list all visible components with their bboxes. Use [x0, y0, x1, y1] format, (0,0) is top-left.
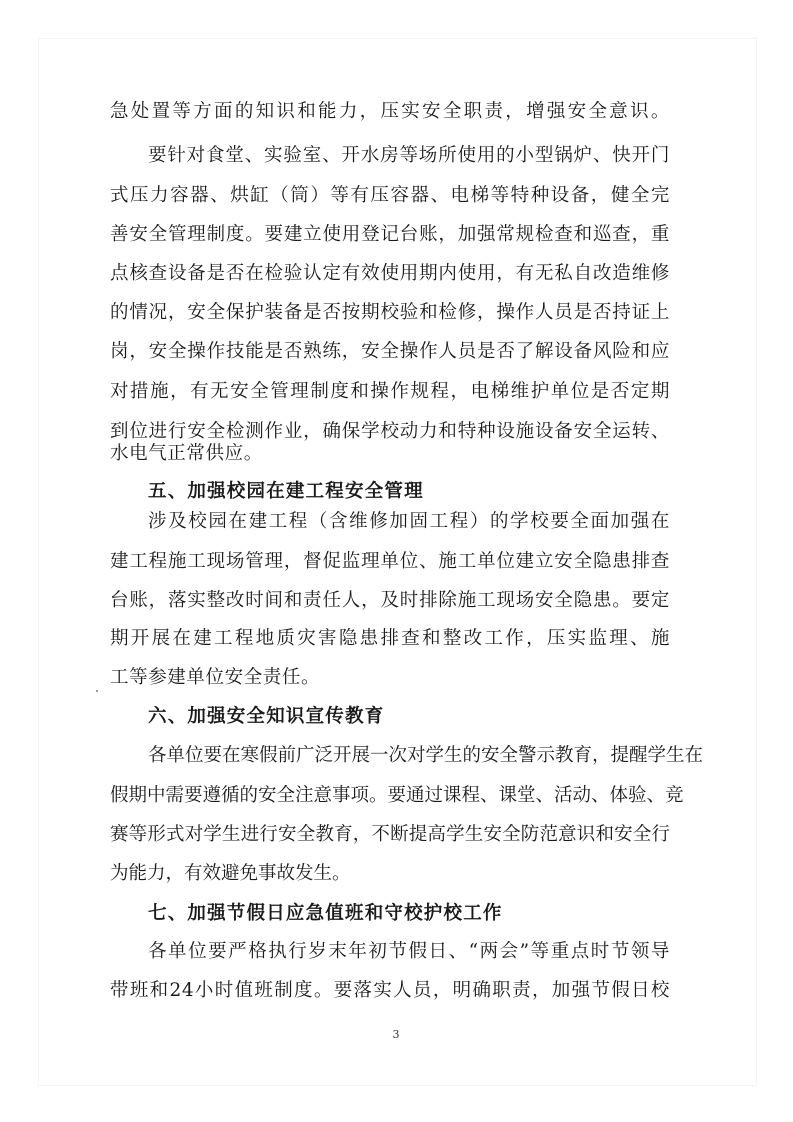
- text-line-3: 式压力容器、烘缸（筒）等有压容器、电梯等特种设备，健全完: [110, 185, 670, 206]
- text-line-23: 各单位要严格执行岁末年初节假日、“两会”等重点时节领导: [148, 941, 670, 962]
- text-line-9: 到位进行安全检测作业，确保学校动力和特种设施设备安全运转、: [110, 421, 670, 442]
- page-number: 3: [392, 1028, 400, 1041]
- text-line-8: 对措施，有无安全管理制度和操作规程，电梯维护单位是否定期: [110, 381, 670, 402]
- text-line-16: 工等参建单位安全责任。: [110, 667, 321, 688]
- text-line-20: 赛等形式对学生进行安全教育，不断提高学生安全防范意识和安全行: [110, 824, 670, 845]
- text-line-14: 台账，落实整改时间和责任人，及时排除施工现场安全隐患。要定: [110, 590, 670, 611]
- text-line-19: 假期中需要遵循的安全注意事项。要通过课程、课堂、活动、体验、竞: [110, 785, 684, 806]
- text-line-6: 的情况，安全保护装备是否按期校验和检修，操作人员是否持证上: [110, 302, 670, 323]
- text-line-24: 带班和24小时值班制度。要落实人员，明确职责，加强节假日校: [110, 980, 670, 1001]
- text-line-2: 要针对食堂、实验室、开水房等场所使用的小型锅炉、快开门: [148, 145, 670, 166]
- text-line-21: 为能力，有效避免事故发生。: [110, 863, 351, 884]
- text-line-18: 各单位要在寒假前广泛开展一次对学生的安全警示教育，提醒学生在: [148, 745, 704, 766]
- text-line-12: 涉及校园在建工程（含维修加固工程）的学校要全面加强在: [148, 511, 670, 532]
- text-line-4: 善安全管理制度。要建立使用登记台账，加强常规检查和巡查，重: [110, 224, 670, 245]
- text-line-15: 期开展在建工程地质灾害隐患排查和整改工作，压实监理、施: [110, 628, 670, 649]
- text-line-13: 建工程施工现场管理，督促监理单位、施工单位建立安全隐患排查: [110, 551, 670, 572]
- scan-speck: [96, 690, 98, 692]
- section-heading-7: 七、加强节假日应急值班和守校护校工作: [148, 903, 503, 924]
- section-heading-6: 六、加强安全知识宣传教育: [148, 706, 385, 727]
- text-line-7: 岗，安全操作技能是否熟练，安全操作人员是否了解设备风险和应: [110, 341, 670, 362]
- section-heading-5: 五、加强校园在建工程安全管理: [148, 481, 424, 502]
- text-line-1: 急处置等方面的知识和能力，压实安全职责，增强安全意识。: [110, 101, 670, 122]
- text-line-5: 点核查设备是否在检验认定有效使用期内使用，有无私自改造维修: [110, 263, 670, 284]
- text-line-10: 水电气正常供应。: [110, 443, 263, 464]
